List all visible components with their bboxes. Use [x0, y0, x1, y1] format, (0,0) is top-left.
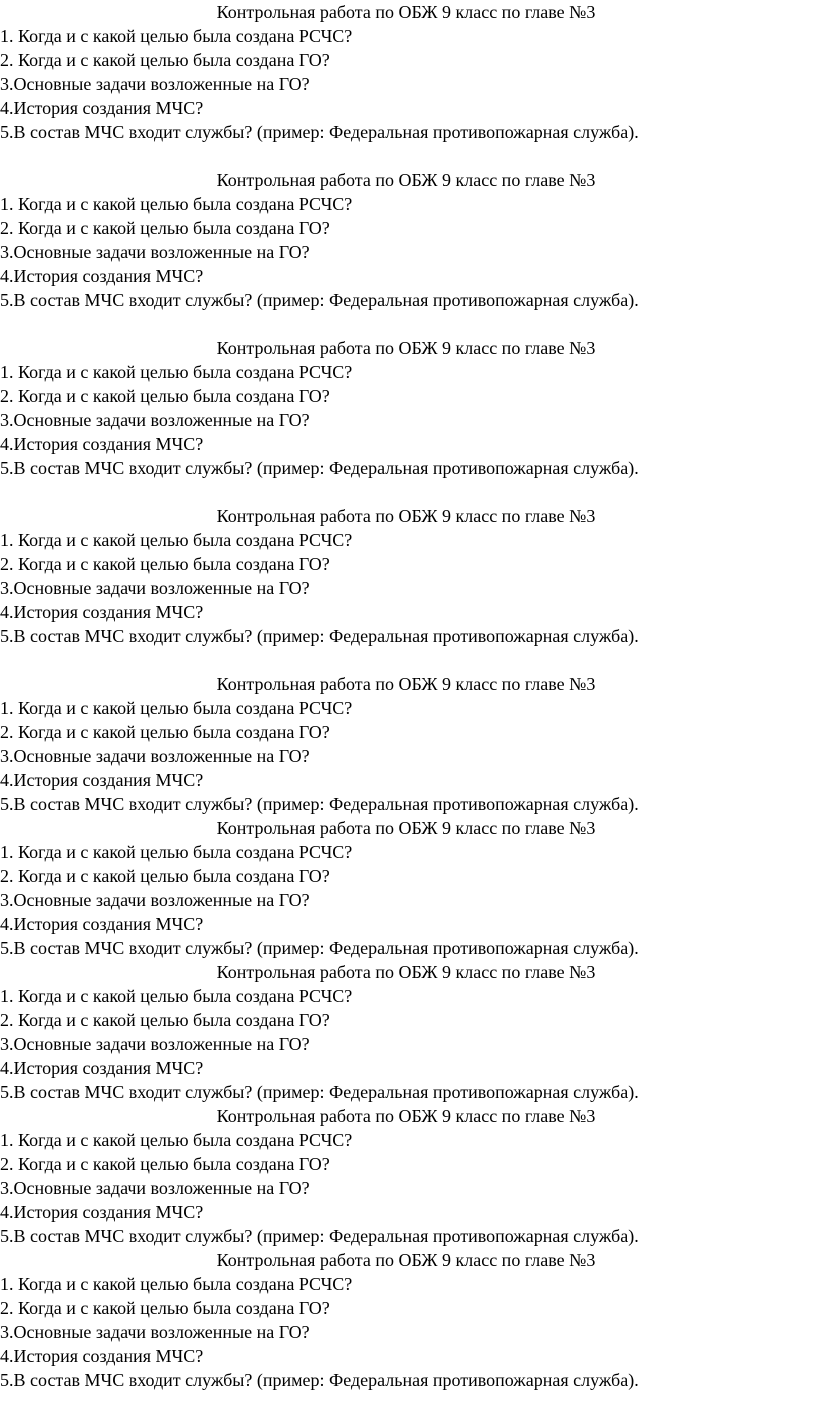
test-block-7 — [0, 960, 816, 1104]
question-3: 3.Основные задачи возложенные на ГО? — [0, 1178, 310, 1198]
test-title: Контрольная работа по ОБЖ 9 класс по главе №3 — [216, 2, 596, 22]
question-5: 5.В состав МЧС входит службы? (пример: Федеральная противопожарная служба). — [0, 938, 639, 958]
question-3: 3.Основные задачи возложенные на ГО? — [0, 74, 310, 94]
question-5: 5.В состав МЧС входит службы? (пример: Федеральная противопожарная служба). — [0, 1370, 639, 1390]
question-4: 4.История создания МЧС? — [0, 1058, 204, 1078]
test-title: Контрольная работа по ОБЖ 9 класс по главе №3 — [216, 674, 596, 694]
test-block-9 — [0, 1248, 816, 1392]
question-1: 1. Когда и с какой целью была создана РСЧС? — [0, 194, 353, 214]
test-block-6 — [0, 816, 816, 960]
question-5: 5.В состав МЧС входит службы? (пример: Федеральная противопожарная служба). — [0, 794, 639, 814]
question-5: 5.В состав МЧС входит службы? (пример: Федеральная противопожарная служба). — [0, 1082, 639, 1102]
question-1: 1. Когда и с какой целью была создана РСЧС? — [0, 986, 353, 1006]
question-3: 3.Основные задачи возложенные на ГО? — [0, 242, 310, 262]
question-3: 3.Основные задачи возложенные на ГО? — [0, 410, 310, 430]
question-4: 4.История создания МЧС? — [0, 914, 204, 934]
test-block-4 — [0, 504, 816, 648]
question-4: 4.История создания МЧС? — [0, 434, 204, 454]
question-3: 3.Основные задачи возложенные на ГО? — [0, 1322, 310, 1342]
question-2: 2. Когда и с какой целью была создана ГО? — [0, 50, 330, 70]
question-5: 5.В состав МЧС входит службы? (пример: Федеральная противопожарная служба). — [0, 1226, 639, 1246]
question-5: 5.В состав МЧС входит службы? (пример: Федеральная противопожарная служба). — [0, 290, 639, 310]
question-1: 1. Когда и с какой целью была создана РСЧС? — [0, 362, 353, 382]
test-block-1 — [0, 0, 816, 144]
question-1: 1. Когда и с какой целью была создана РСЧС? — [0, 842, 353, 862]
question-4: 4.История создания МЧС? — [0, 98, 204, 118]
question-2: 2. Когда и с какой целью была создана ГО? — [0, 722, 330, 742]
test-block-5 — [0, 672, 816, 816]
question-5: 5.В состав МЧС входит службы? (пример: Федеральная противопожарная служба). — [0, 122, 639, 142]
question-2: 2. Когда и с какой целью была создана ГО? — [0, 386, 330, 406]
test-block-8 — [0, 1104, 816, 1248]
question-4: 4.История создания МЧС? — [0, 1346, 204, 1366]
question-5: 5.В состав МЧС входит службы? (пример: Федеральная противопожарная служба). — [0, 626, 639, 646]
test-title: Контрольная работа по ОБЖ 9 класс по главе №3 — [216, 1250, 596, 1270]
question-1: 1. Когда и с какой целью была создана РСЧС? — [0, 1130, 353, 1150]
test-block-3 — [0, 336, 816, 480]
question-4: 4.История создания МЧС? — [0, 266, 204, 286]
test-block-2 — [0, 168, 816, 312]
question-4: 4.История создания МЧС? — [0, 1202, 204, 1222]
test-title: Контрольная работа по ОБЖ 9 класс по главе №3 — [216, 506, 596, 526]
question-3: 3.Основные задачи возложенные на ГО? — [0, 578, 310, 598]
question-2: 2. Когда и с какой целью была создана ГО? — [0, 1010, 330, 1030]
question-1: 1. Когда и с какой целью была создана РСЧС? — [0, 1274, 353, 1294]
question-1: 1. Когда и с какой целью была создана РСЧС? — [0, 26, 353, 46]
question-2: 2. Когда и с какой целью была создана ГО? — [0, 1298, 330, 1318]
question-4: 4.История создания МЧС? — [0, 770, 204, 790]
question-2: 2. Когда и с какой целью была создана ГО? — [0, 554, 330, 574]
question-1: 1. Когда и с какой целью была создана РСЧС? — [0, 698, 353, 718]
question-2: 2. Когда и с какой целью была создана ГО? — [0, 1154, 330, 1174]
question-3: 3.Основные задачи возложенные на ГО? — [0, 1034, 310, 1054]
question-3: 3.Основные задачи возложенные на ГО? — [0, 890, 310, 910]
question-5: 5.В состав МЧС входит службы? (пример: Федеральная противопожарная служба). — [0, 458, 639, 478]
test-title: Контрольная работа по ОБЖ 9 класс по главе №3 — [216, 962, 596, 982]
test-title: Контрольная работа по ОБЖ 9 класс по главе №3 — [216, 818, 596, 838]
question-2: 2. Когда и с какой целью была создана ГО? — [0, 866, 330, 886]
question-3: 3.Основные задачи возложенные на ГО? — [0, 746, 310, 766]
question-4: 4.История создания МЧС? — [0, 602, 204, 622]
question-2: 2. Когда и с какой целью была создана ГО? — [0, 218, 330, 238]
test-title: Контрольная работа по ОБЖ 9 класс по главе №3 — [216, 170, 596, 190]
test-title: Контрольная работа по ОБЖ 9 класс по главе №3 — [216, 338, 596, 358]
question-1: 1. Когда и с какой целью была создана РСЧС? — [0, 530, 353, 550]
test-title: Контрольная работа по ОБЖ 9 класс по главе №3 — [216, 1106, 596, 1126]
